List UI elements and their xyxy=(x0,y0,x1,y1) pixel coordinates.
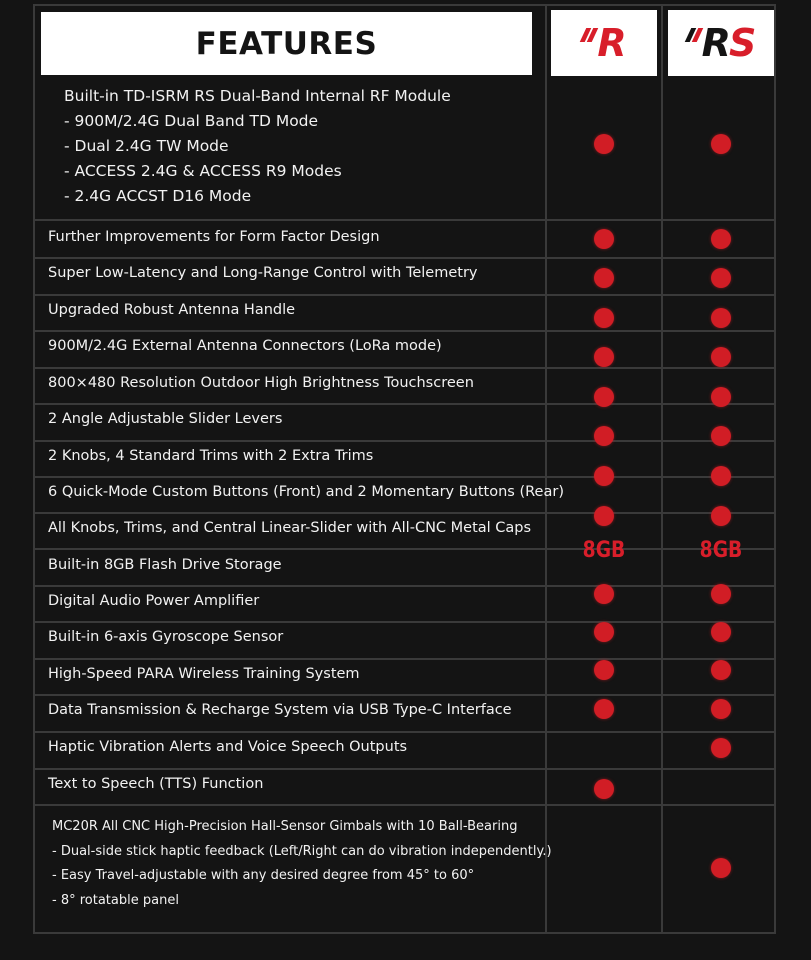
row-divider xyxy=(33,257,776,259)
row-divider xyxy=(33,548,776,550)
rs-supported-dot xyxy=(711,584,731,604)
r-storage-value: 8GB xyxy=(582,538,626,563)
feature-row-label: High-Speed PARA Wireless Training System xyxy=(48,666,360,682)
row-divider xyxy=(33,658,776,660)
rs-supported-dot xyxy=(711,229,731,249)
r-supported-dot xyxy=(594,779,614,799)
rf-module-line: - 2.4G ACCST D16 Mode xyxy=(64,187,252,205)
row-divider xyxy=(33,512,776,514)
gimbal-line: - Dual-side stick haptic feedback (Left/Right can do vibration independently.) xyxy=(52,843,552,859)
rf-module-line: - ACCESS 2.4G & ACCESS R9 Modes xyxy=(64,162,342,180)
row-divider xyxy=(33,585,776,587)
gimbal-line: MC20R All CNC High-Precision Hall-Sensor Gimbals with 10 Ball-Bearing xyxy=(52,819,518,834)
row-divider xyxy=(33,294,776,296)
row-divider xyxy=(33,330,776,332)
feature-row-label: 2 Knobs, 4 Standard Trims with 2 Extra Trims xyxy=(48,448,374,464)
row-divider xyxy=(33,476,776,478)
row-divider xyxy=(33,367,776,369)
feature-row-label: Further Improvements for Form Factor Design xyxy=(48,229,380,245)
r-supported-dot xyxy=(594,660,614,680)
r-model-logo xyxy=(551,10,657,76)
rs-supported-dot xyxy=(711,622,731,642)
row-divider xyxy=(33,621,776,623)
r-supported-dot xyxy=(594,699,614,719)
rs-supported-dot xyxy=(711,858,731,878)
feature-row-label: Built-in 6-axis Gyroscope Sensor xyxy=(48,629,284,645)
features-header xyxy=(41,12,532,75)
row-divider xyxy=(33,219,776,221)
r-supported-dot xyxy=(594,426,614,446)
r-supported-dot xyxy=(594,134,614,154)
r-logo-letter: R xyxy=(597,21,625,65)
column-divider-2 xyxy=(661,4,663,934)
column-divider-1 xyxy=(545,4,547,934)
r-logo-mark xyxy=(583,21,625,65)
rs-logo-letter-s: S xyxy=(728,21,755,65)
rs-supported-dot xyxy=(711,426,731,446)
gimbal-line: - Easy Travel-adjustable with any desired degree from 45° to 60° xyxy=(52,868,475,883)
rf-module-line: - Dual 2.4G TW Mode xyxy=(64,137,229,155)
rf-module-line: - 900M/2.4G Dual Band TD Mode xyxy=(64,112,319,130)
r-supported-dot xyxy=(594,268,614,288)
row-divider xyxy=(33,804,776,806)
r-supported-dot xyxy=(594,506,614,526)
rs-supported-dot xyxy=(711,699,731,719)
gimbal-feature xyxy=(52,815,552,913)
r-supported-dot xyxy=(594,347,614,367)
r-supported-dot xyxy=(594,622,614,642)
rs-supported-dot xyxy=(711,308,731,328)
rs-supported-dot xyxy=(711,347,731,367)
feature-row-label: All Knobs, Trims, and Central Linear-Slider with All-CNC Metal Caps xyxy=(48,520,532,536)
feature-row-label: Data Transmission & Recharge System via USB Type-C Interface xyxy=(48,702,512,718)
r-supported-dot xyxy=(594,584,614,604)
rs-model-logo xyxy=(668,10,774,76)
feature-row-label: 800×480 Resolution Outdoor High Brightness Touchscreen xyxy=(48,375,474,391)
gimbal-line: - 8° rotatable panel xyxy=(52,892,179,908)
r-supported-dot xyxy=(594,387,614,407)
feature-row-label: Super Low-Latency and Long-Range Control with Telemetry xyxy=(48,265,478,281)
rs-supported-dot xyxy=(711,268,731,288)
feature-row-label: Upgraded Robust Antenna Handle xyxy=(48,302,296,318)
feature-row-label: Haptic Vibration Alerts and Voice Speech Outputs xyxy=(48,739,408,755)
feature-row-label: 6 Quick-Mode Custom Buttons (Front) and 2 Momentary Buttons (Rear) xyxy=(48,484,564,500)
row-divider xyxy=(33,694,776,696)
rs-storage-value: 8GB xyxy=(699,538,743,563)
row-divider xyxy=(33,440,776,442)
row-divider xyxy=(33,403,776,405)
feature-row-label: 900M/2.4G External Antenna Connectors (LoRa mode) xyxy=(48,338,442,354)
feature-row-label: Text to Speech (TTS) Function xyxy=(48,776,264,792)
r-supported-dot xyxy=(594,308,614,328)
row-divider xyxy=(33,731,776,733)
feature-row-label: Digital Audio Power Amplifier xyxy=(48,593,260,609)
feature-row-label: 2 Angle Adjustable Slider Levers xyxy=(48,411,283,427)
r-supported-dot xyxy=(594,466,614,486)
row-divider xyxy=(33,768,776,770)
rs-logo-letter-r: R xyxy=(701,21,729,65)
rf-module-feature xyxy=(64,84,451,209)
rs-supported-dot xyxy=(711,466,731,486)
rs-supported-dot xyxy=(711,660,731,680)
rs-logo-mark xyxy=(688,21,755,65)
rf-module-line: Built-in TD-ISRM RS Dual-Band Internal RF Module xyxy=(64,87,451,105)
page-title: FEATURES xyxy=(195,25,378,62)
r-supported-dot xyxy=(594,229,614,249)
rs-supported-dot xyxy=(711,387,731,407)
rs-supported-dot xyxy=(711,738,731,758)
rs-supported-dot xyxy=(711,134,731,154)
feature-row-label: Built-in 8GB Flash Drive Storage xyxy=(48,557,282,573)
rs-supported-dot xyxy=(711,506,731,526)
